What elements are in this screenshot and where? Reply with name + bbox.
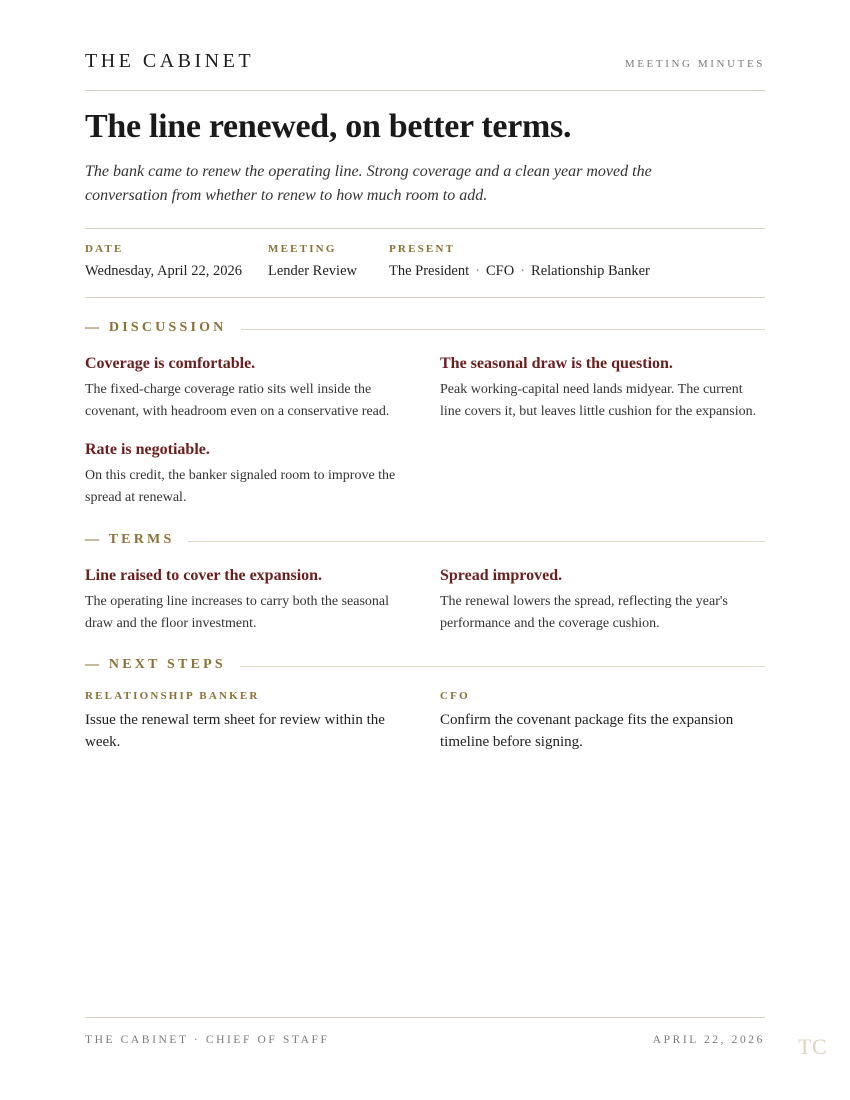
attendee: CFO bbox=[485, 263, 515, 279]
step-owner: RELATIONSHIP BANKER bbox=[85, 690, 260, 702]
terms-item bbox=[85, 567, 410, 634]
attendee-separator: · bbox=[520, 263, 526, 279]
discussion-item bbox=[85, 355, 410, 422]
step-text: Issue the renewal term sheet for review within the week. bbox=[85, 712, 385, 750]
attendee: The President bbox=[389, 263, 470, 279]
meta-date-value: Wednesday, April 22, 2026 bbox=[85, 263, 242, 279]
summary-dek: The bank came to renew the operating line. Strong coverage and a clean year moved the conversation from whether to renew to how much room to add. bbox=[85, 163, 652, 204]
item-body: The fixed-charge coverage ratio sits well inside the covenant, with headroom even on a conservative read. bbox=[85, 382, 390, 419]
item-title: Spread improved. bbox=[440, 567, 563, 584]
document-type-label: MEETING MINUTES bbox=[624, 58, 765, 70]
discussion-item bbox=[440, 355, 765, 422]
attendee-list bbox=[389, 263, 650, 280]
item-title: Line raised to cover the expansion. bbox=[85, 567, 323, 584]
monogram-logo: TC bbox=[798, 1034, 828, 1059]
step-text: Confirm the covenant package fits the expansion timeline before signing. bbox=[440, 712, 734, 750]
terms-item bbox=[440, 567, 765, 634]
section-heading-terms bbox=[85, 532, 765, 552]
discussion-item bbox=[85, 441, 410, 508]
meeting-meta bbox=[85, 228, 765, 298]
step-owner: CFO bbox=[440, 690, 470, 702]
attendee-separator: · bbox=[475, 263, 480, 279]
footer-office: THE CABINET · CHIEF OF STAFF bbox=[85, 1034, 330, 1046]
page-title: The line renewed, on better terms. bbox=[85, 108, 572, 145]
next-step bbox=[85, 690, 405, 753]
meta-meeting bbox=[268, 243, 357, 280]
meta-present bbox=[389, 243, 650, 280]
section-label: — TERMS bbox=[85, 532, 188, 548]
item-body: The operating line increases to carry both the seasonal draw and the floor investment. bbox=[85, 594, 389, 631]
section-label: — NEXT STEPS bbox=[85, 657, 240, 673]
section-heading-next-steps bbox=[85, 657, 765, 677]
item-title: The seasonal draw is the question. bbox=[440, 355, 673, 372]
section-heading-discussion bbox=[85, 320, 765, 340]
attendee: Relationship Banker bbox=[531, 263, 650, 279]
item-body: Peak working-capital need lands midyear. The current line covers it, but leaves little cushion for the expansion. bbox=[440, 382, 757, 419]
footer-date: APRIL 22, 2026 bbox=[652, 1034, 765, 1046]
meta-present-label: PRESENT bbox=[389, 243, 456, 255]
page-footer bbox=[85, 1017, 765, 1046]
meta-date-label: DATE bbox=[85, 243, 124, 255]
minutes-page bbox=[85, 0, 765, 1100]
item-body: On this credit, the banker signaled room to improve the spread at renewal. bbox=[85, 468, 396, 505]
meta-date bbox=[85, 243, 242, 280]
item-body: The renewal lowers the spread, reflecting the year's performance and the coverage cushion. bbox=[440, 594, 728, 631]
brand-wordmark: THE CABINET bbox=[85, 50, 255, 72]
next-step bbox=[440, 690, 760, 753]
masthead bbox=[85, 48, 765, 91]
meta-meeting-label: MEETING bbox=[268, 243, 337, 255]
meta-meeting-value: Lender Review bbox=[268, 263, 357, 279]
item-title: Coverage is comfortable. bbox=[85, 355, 256, 372]
section-label: — DISCUSSION bbox=[85, 320, 241, 336]
item-title: Rate is negotiable. bbox=[85, 441, 210, 458]
